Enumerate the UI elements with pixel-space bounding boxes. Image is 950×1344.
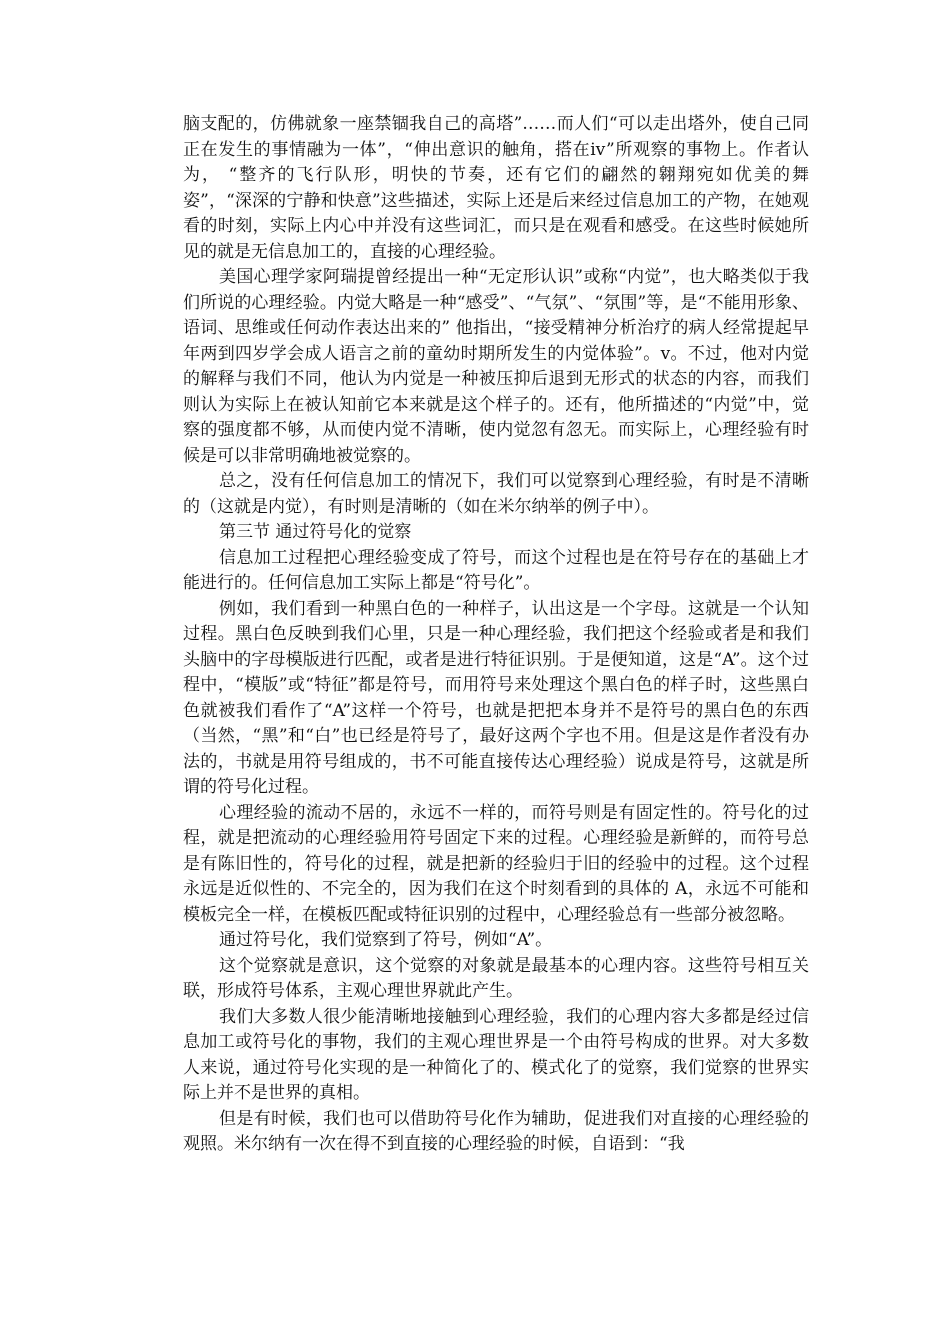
paragraph-symbolization-intro: 信息加工过程把心理经验变成了符号，而这个过程也是在符号存在的基础上才能进行的。任何信息加工实际上都是“符号化”。	[183, 547, 809, 593]
paragraph-arieti: 美国心理学家阿瑞提曾经提出一种“无定形认识”或称“内觉”，也大略类似于我们所说的心理经验。内觉大略是一种“感受”、“气氛”、“氛围”等，是“不能用形象、语词、思维或任何动作表达出来的” 他指出，“接受精神分析治疗的病人经常提起早年两到四岁学会成人语言之前的童幼时期所发生的内觉体验”。ⅴ。不过，他对内觉的解释与我们不同，他认为内觉是一种被压抑后退到无形式的状态的内容，而我们则认为实际上在被认知前它本来就是这个样子的。还有，他所描述的“内觉”中，觉察的强度都不够，从而使内觉不清晰，使内觉忽有忽无。而实际上，心理经验有时候是可以非常明确地被觉察的。	[183, 267, 809, 466]
document-page	[183, 112, 809, 1158]
paragraph-most-people: 我们大多数人很少能清晰地接触到心理经验，我们的心理内容大多都是经过信息加工或符号化的事物，我们的主观心理世界是一个由符号构成的世界。对大多数人来说，通过符号化实现的是一种简化了的、模式化了的觉察，我们觉察的世界实际上并不是世界的真相。	[183, 1006, 809, 1103]
paragraph-continuation: 脑支配的，仿佛就象一座禁锢我自己的高塔”……而人们“可以走出塔外，使自己同正在发生的事情融为一体”，“伸出意识的触角，搭在ⅳ”所观察的事物上。作者认为， “整齐的飞行队形，明快的节奏，还有它们的翩然的翱翔宛如优美的舞姿”，“深深的宁静和快意”这些描述，实际上还是后来经过信息加工的产物，在她观看的时刻，实际上内心中并没有这些词汇，而只是在观看和感受。在这些时候她所见的就是无信息加工的，直接的心理经验。	[183, 114, 809, 262]
paragraph-example-a: 例如，我们看到一种黑白色的一种样子，认出这是一个字母。这就是一个认知过程。黑白色反映到我们心里，只是一种心理经验，我们把这个经验或者是和我们头脑中的字母模版进行匹配，或者是进行特征识别。于是便知道，这是“A”。这个过程中，“模版”或“特征”都是符号，而用符号来处理这个黑白色的样子时，这些黑白色就被我们看作了“A”这样一个符号，也就是把把本身并不是符号的黑白色的东西（当然，“黑”和“白”也已经是符号了，最好这两个字也不用。但是这是作者没有办法的，书就是用符号组成的，书不可能直接传达心理经验）说成是符号，这就是所谓的符号化过程。	[183, 598, 809, 797]
paragraph-consciousness: 这个觉察就是意识，这个觉察的对象就是最基本的心理内容。这些符号相互关联，形成符号体系，主观心理世界就此产生。	[183, 955, 809, 1001]
paragraph-fluidity: 心理经验的流动不居的，永远不一样的，而符号则是有固定性的。符号化的过程，就是把流动的心理经验用符号固定下来的过程。心理经验是新鲜的，而符号总是有陈旧性的，符号化的过程，就是把新的经验归于旧的经验中的过程。这个过程永远是近似性的、不完全的，因为我们在这个时刻看到的具体的 A，永远不可能和模板完全一样，在模板匹配或特征识别的过程中，心理经验总有一些部分被忽略。	[183, 802, 809, 925]
paragraph-summary: 总之，没有任何信息加工的情况下，我们可以觉察到心理经验，有时是不清晰的（这就是内觉），有时则是清晰的（如在米尔纳举的例子中）。	[183, 471, 809, 517]
paragraph-perceive-symbol: 通过符号化，我们觉察到了符号，例如“A”。	[219, 930, 553, 950]
section-heading: 第三节 通过符号化的觉察	[219, 522, 412, 542]
paragraph-milner: 但是有时候，我们也可以借助符号化作为辅助，促进我们对直接的心理经验的观照。米尔纳有一次在得不到直接的心理经验的时候，自语到：“我	[183, 1108, 809, 1154]
